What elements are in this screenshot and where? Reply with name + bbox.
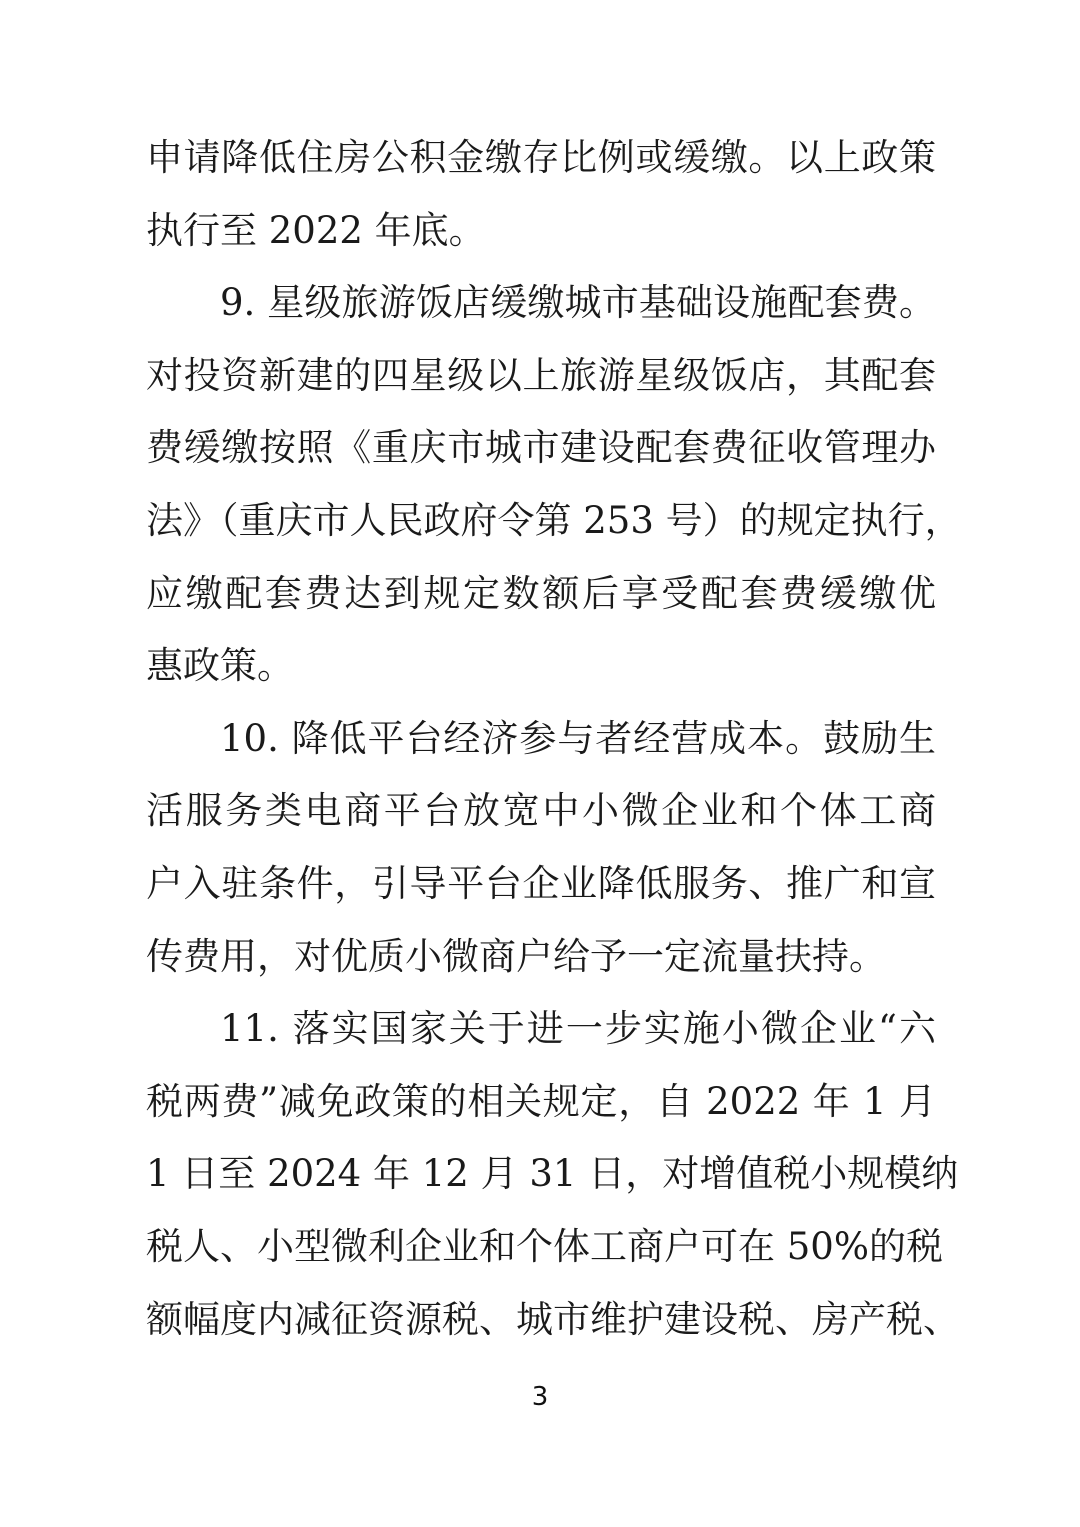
text-line: 法》（重庆市人民政府令第 253 号）的规定执行， <box>146 498 962 542</box>
text-line: 户入驻条件，引导平台企业降低服务、推广和宣 <box>146 861 936 905</box>
text-line: 10. 降低平台经济参与者经营成本。鼓励生 <box>220 716 936 760</box>
text-line: 执行至 2022 年底。 <box>146 208 486 252</box>
text-line: 活服务类电商平台放宽中小微企业和个体工商 <box>146 789 936 833</box>
text-line: 1 日至 2024 年 12 月 31 日，对增值税小规模纳 <box>146 1152 959 1196</box>
text-line: 惠政策。 <box>146 644 294 688</box>
text-line: 申请降低住房公积金缴存比例或缓缴。以上政策 <box>146 136 936 179</box>
text-line: 对投资新建的四星级以上旅游星级饭店，其配套 <box>146 353 936 397</box>
text-line: 税两费”减免政策的相关规定，自 2022 年 1 月 <box>146 1079 936 1123</box>
text-line: 税人、小型微利企业和个体工商户可在 50%的税 <box>146 1224 943 1268</box>
text-line: 11. 落实国家关于进一步实施小微企业“六 <box>220 1007 936 1051</box>
text-line: 额幅度内减征资源税、城市维护建设税、房产税、 <box>146 1297 960 1341</box>
text-line: 应缴配套费达到规定数额后享受配套费缓缴优 <box>146 571 936 615</box>
text-line: 9. 星级旅游饭店缓缴城市基础设施配套费。 <box>220 281 936 325</box>
body-text <box>146 122 962 1356</box>
page-number: 3 <box>531 1382 549 1412</box>
text-line: 费缓缴按照《重庆市城市建设配套费征收管理办 <box>146 426 936 470</box>
text-line: 传费用，对优质小微商户给予一定流量扶持。 <box>146 934 886 978</box>
